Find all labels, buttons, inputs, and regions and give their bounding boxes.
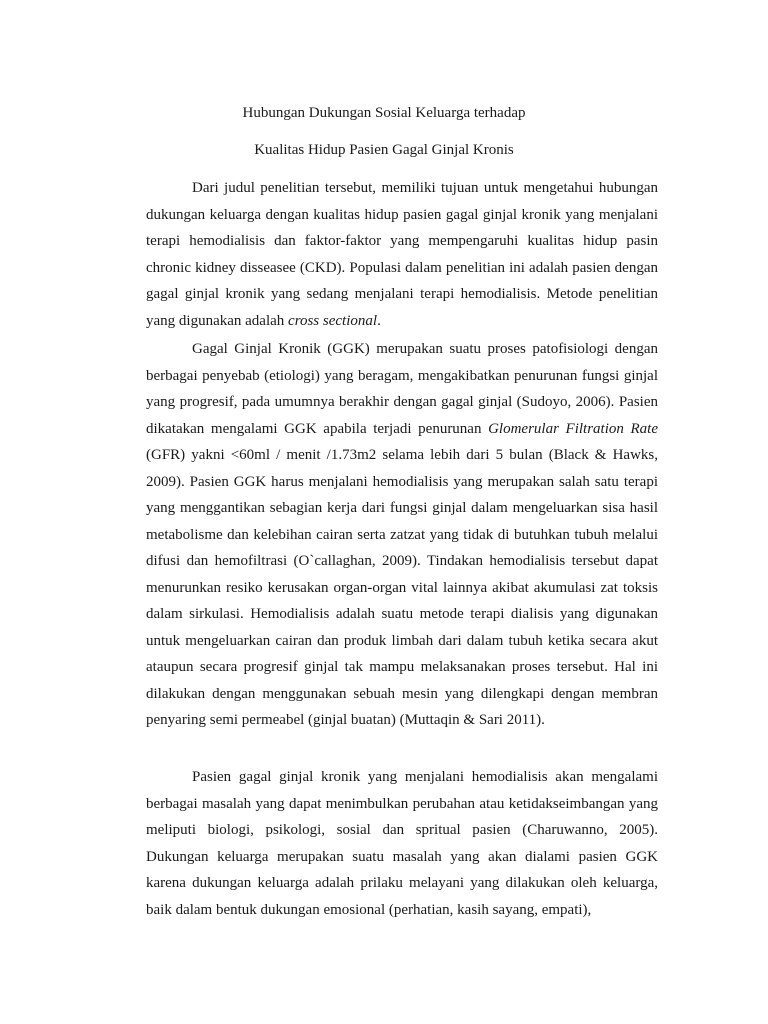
paragraph-1 [146, 175, 658, 334]
paragraph-3-text: Pasien gagal ginjal kronik yang menjalani hemodialisis akan mengalami berbagai masalah yang dapat menimbulkan perubahan atau ketidakseimbangan yang meliputi biologi, psikologi, sosial dan spritual pasien (Charuwanno, 2005). Dukungan keluarga merupakan suatu masalah yang akan dialami pasien GGK karena dukungan keluarga adalah prilaku melayani yang dilakukan oleh keluarga, baik dalam bentuk dukungan emosional (perhatian, kasih sayang, empati), [146, 769, 658, 918]
paragraph-1-text: Dari judul penelitian tersebut, memiliki tujuan untuk mengetahui hubungan dukungan keluarga dengan kualitas hidup pasien gagal ginjal kronik yang menjalani terapi hemodialisis dan faktor-faktor yang mempengaruhi kualitas hidup pasin chronic kidney disseasee (CKD). Populasi dalam penelitian ini adalah pasien dengan gagal ginjal kronik yang sedang menjalani terapi hemodialisis. Metode penelitian yang digunakan adalah [146, 180, 658, 329]
document-title-line-1: Hubungan Dukungan Sosial Keluarga terhadap [242, 105, 526, 121]
paragraph-2 [146, 336, 658, 734]
paragraph-1-italic-term: cross sectional [288, 312, 378, 329]
document-title-line-2: Kualitas Hidup Pasien Gagal Ginjal Kronis [254, 142, 514, 158]
paragraph-3 [146, 764, 658, 922]
paragraph-2-text-a: Gagal Ginjal Kronik (GGK) merupakan suatu proses patofisiologi dengan berbagai penyebab (etiologi) yang beragam, mengakibatkan penurunan fungsi ginjal yang progresif, pada umumnya berakhir dengan gagal ginjal (Sudoyo, 2006). Pasien dikatakan mengalami GGK apabila terjadi penurunan [146, 341, 658, 437]
paragraph-2-text-b: (GFR) yakni <60ml / menit /1.73m2 selama lebih dari 5 bulan (Black & Hawks, 2009). Pasien GGK harus menjalani hemodialisis yang merupakan salah satu terapi yang menggantikan sebagian kerja dari fungsi ginjal dalam mengeluarkan sisa hasil metabolisme dan kelebihan cairan serta zatzat yang tidak di butuhkan tubuh melalui difusi dan hemofiltrasi (O`callaghan, 2009). Tindakan hemodialisis tersebut dapat menurunkan resiko kerusakan organ-organ vital lainnya akibat akumulasi zat toksis dalam sirkulasi. Hemodialisis adalah suatu metode terapi dialisis yang digunakan untuk mengeluarkan cairan dan produk limbah dari dalam tubuh ketika secara akut ataupun secara progresif ginjal tak mampu melaksanakan proses tersebut. Hal ini dilakukan dengan menggunakan sebuah mesin yang dilengkapi dengan membran penyaring semi permeabel (ginjal buatan) (Muttaqin & Sari 2011). [146, 447, 658, 728]
paragraph-2-italic-term: Glomerular Filtration Rate [488, 420, 658, 437]
paragraph-1-end: . [377, 312, 381, 329]
